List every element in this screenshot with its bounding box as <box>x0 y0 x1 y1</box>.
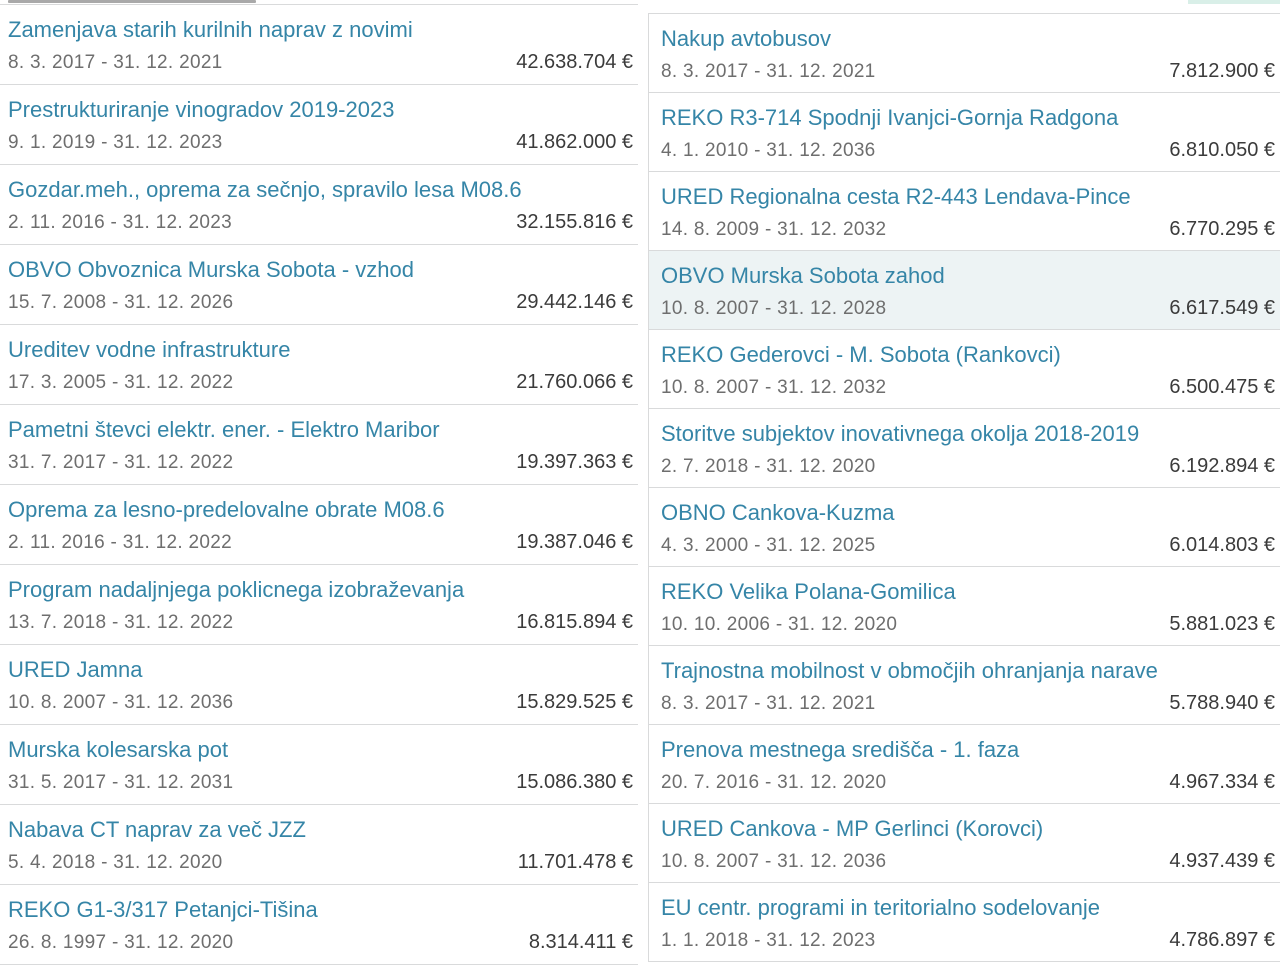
project-title-link[interactable]: Trajnostna mobilnost v območjih ohranjanja narave <box>661 658 1158 683</box>
project-amount: 6.617.549 € <box>1169 297 1275 319</box>
project-date-range: 2. 11. 2016 - 31. 12. 2022 <box>8 532 233 553</box>
project-list-column-right <box>648 0 1280 962</box>
project-date-range: 5. 4. 2018 - 31. 12. 2020 <box>8 852 223 873</box>
project-amount: 29.442.146 € <box>516 291 633 313</box>
project-amount: 19.397.363 € <box>516 451 633 473</box>
project-date-range: 1. 1. 2018 - 31. 12. 2023 <box>661 930 876 951</box>
project-row[interactable] <box>649 172 1280 251</box>
project-meta-line <box>8 611 634 634</box>
project-date-range: 26. 8. 1997 - 31. 12. 2020 <box>8 932 234 953</box>
project-title-link[interactable]: Program nadaljnjega poklicnega izobraževanja <box>8 577 465 602</box>
project-list-right <box>648 13 1280 962</box>
project-date-range: 8. 3. 2017 - 31. 12. 2021 <box>661 61 876 82</box>
project-title-link[interactable]: OBNO Cankova-Kuzma <box>661 500 895 525</box>
project-date-range: 10. 8. 2007 - 31. 12. 2036 <box>661 851 887 872</box>
project-title-link[interactable]: Storitve subjektov inovativnega okolja 2018-2019 <box>661 421 1140 446</box>
project-amount: 4.967.334 € <box>1169 771 1275 793</box>
project-row[interactable] <box>649 330 1280 409</box>
project-amount: 6.014.803 € <box>1169 534 1275 556</box>
project-row[interactable] <box>649 725 1280 804</box>
project-meta-line <box>661 60 1276 83</box>
project-meta-line <box>661 613 1276 636</box>
project-amount: 16.815.894 € <box>516 611 633 633</box>
project-row[interactable] <box>649 488 1280 567</box>
project-amount: 15.086.380 € <box>516 771 633 793</box>
project-meta-line <box>8 51 634 74</box>
project-meta-line <box>8 211 634 234</box>
project-title-link[interactable]: OBVO Obvoznica Murska Sobota - vzhod <box>8 257 414 282</box>
project-amount: 6.192.894 € <box>1169 455 1275 477</box>
project-date-range: 9. 1. 2019 - 31. 12. 2023 <box>8 132 223 153</box>
project-date-range: 8. 3. 2017 - 31. 12. 2021 <box>661 693 876 714</box>
project-title-link[interactable]: EU centr. programi in teritorialno sodelovanje <box>661 895 1101 920</box>
project-meta-line <box>661 218 1276 241</box>
project-date-range: 10. 8. 2007 - 31. 12. 2036 <box>8 692 234 713</box>
project-row[interactable] <box>649 646 1280 725</box>
project-title-link[interactable]: OBVO Murska Sobota zahod <box>661 263 945 288</box>
project-meta-line <box>8 691 634 714</box>
project-row[interactable] <box>0 165 638 245</box>
project-title-link[interactable]: Prenova mestnega središča - 1. faza <box>661 737 1020 762</box>
project-amount: 6.500.475 € <box>1169 376 1275 398</box>
project-amount: 19.387.046 € <box>516 531 633 553</box>
project-meta-line <box>8 931 634 954</box>
project-row[interactable] <box>649 883 1280 962</box>
project-meta-line <box>661 376 1276 399</box>
project-title-link[interactable]: Murska kolesarska pot <box>8 737 229 762</box>
project-date-range: 2. 11. 2016 - 31. 12. 2023 <box>8 212 233 233</box>
project-date-range: 4. 3. 2000 - 31. 12. 2025 <box>661 535 876 556</box>
project-date-range: 13. 7. 2018 - 31. 12. 2022 <box>8 612 234 633</box>
project-meta-line <box>8 131 634 154</box>
project-meta-line <box>8 851 634 874</box>
project-meta-line <box>661 692 1276 715</box>
project-amount: 4.937.439 € <box>1169 850 1275 872</box>
project-row[interactable] <box>0 885 638 965</box>
project-row[interactable] <box>649 251 1280 330</box>
project-list-left <box>0 4 638 965</box>
project-title-link[interactable]: URED Cankova - MP Gerlinci (Korovci) <box>661 816 1044 841</box>
project-date-range: 8. 3. 2017 - 31. 12. 2021 <box>8 52 223 73</box>
project-meta-line <box>661 139 1276 162</box>
project-row[interactable] <box>0 485 638 565</box>
project-row[interactable] <box>0 645 638 725</box>
project-row[interactable] <box>0 85 638 165</box>
project-date-range: 14. 8. 2009 - 31. 12. 2032 <box>661 219 887 240</box>
project-row[interactable] <box>649 567 1280 646</box>
project-title-link[interactable]: Oprema za lesno-predelovalne obrate M08.6 <box>8 497 445 522</box>
project-meta-line <box>661 850 1276 873</box>
project-meta-line <box>8 371 634 394</box>
project-row[interactable] <box>0 245 638 325</box>
project-date-range: 20. 7. 2016 - 31. 12. 2020 <box>661 772 887 793</box>
project-date-range: 10. 8. 2007 - 31. 12. 2028 <box>661 298 887 319</box>
project-meta-line <box>8 291 634 314</box>
project-row[interactable] <box>0 565 638 645</box>
project-title-link[interactable]: Nakup avtobusov <box>661 26 831 51</box>
project-row[interactable] <box>0 325 638 405</box>
project-amount: 5.881.023 € <box>1169 613 1275 635</box>
project-amount: 21.760.066 € <box>516 371 633 393</box>
project-meta-line <box>661 297 1276 320</box>
project-meta-line <box>8 771 634 794</box>
project-title-link[interactable]: REKO Gederovci - M. Sobota (Rankovci) <box>661 342 1061 367</box>
project-row[interactable] <box>0 805 638 885</box>
project-amount: 7.812.900 € <box>1169 60 1275 82</box>
project-meta-line <box>8 451 634 474</box>
project-amount: 41.862.000 € <box>516 131 633 153</box>
project-title-link[interactable]: REKO G1-3/317 Petanjci-Tišina <box>8 897 318 922</box>
project-title-link[interactable]: Prestrukturiranje vinogradov 2019-2023 <box>8 97 395 122</box>
project-row[interactable] <box>0 405 638 485</box>
project-date-range: 15. 7. 2008 - 31. 12. 2026 <box>8 292 234 313</box>
project-meta-line <box>661 534 1276 557</box>
project-date-range: 2. 7. 2018 - 31. 12. 2020 <box>661 456 876 477</box>
project-title-link[interactable]: REKO Velika Polana-Gomilica <box>661 579 956 604</box>
project-meta-line <box>8 531 634 554</box>
project-row[interactable] <box>0 725 638 805</box>
project-title-link[interactable]: Zamenjava starih kurilnih naprav z novimi <box>8 17 413 42</box>
project-title-link[interactable]: Pametni števci elektr. ener. - Elektro Maribor <box>8 417 440 442</box>
project-title-link[interactable]: Ureditev vodne infrastrukture <box>8 337 291 362</box>
project-amount: 11.701.478 € <box>517 851 633 873</box>
project-row[interactable] <box>649 14 1280 93</box>
project-title-link[interactable]: REKO R3-714 Spodnji Ivanjci-Gornja Radgona <box>661 105 1119 130</box>
project-date-range: 31. 7. 2017 - 31. 12. 2022 <box>8 452 234 473</box>
project-date-range: 10. 8. 2007 - 31. 12. 2032 <box>661 377 887 398</box>
project-meta-line <box>661 929 1276 952</box>
project-amount: 6.770.295 € <box>1169 218 1275 240</box>
project-meta-line <box>661 455 1276 478</box>
project-amount: 6.810.050 € <box>1169 139 1275 161</box>
project-meta-line <box>661 771 1276 794</box>
project-title-link[interactable]: URED Jamna <box>8 657 143 682</box>
project-date-range: 4. 1. 2010 - 31. 12. 2036 <box>661 140 876 161</box>
project-date-range: 10. 10. 2006 - 31. 12. 2020 <box>661 614 898 635</box>
project-amount: 42.638.704 € <box>516 51 633 73</box>
project-amount: 32.155.816 € <box>516 211 633 233</box>
project-title-link[interactable]: Gozdar.meh., oprema za sečnjo, spravilo lesa M08.6 <box>8 177 522 202</box>
project-title-link[interactable]: URED Regionalna cesta R2-443 Lendava-Pince <box>661 184 1131 209</box>
project-date-range: 17. 3. 2005 - 31. 12. 2022 <box>8 372 234 393</box>
project-row[interactable] <box>649 93 1280 172</box>
project-title-link[interactable]: Nabava CT naprav za več JZZ <box>8 817 306 842</box>
project-date-range: 31. 5. 2017 - 31. 12. 2031 <box>8 772 234 793</box>
project-row[interactable] <box>649 804 1280 883</box>
project-row[interactable] <box>0 5 638 85</box>
project-amount: 8.314.411 € <box>528 931 633 953</box>
project-list-column-left <box>0 0 638 965</box>
project-amount: 4.786.897 € <box>1169 929 1275 951</box>
project-amount: 5.788.940 € <box>1169 692 1275 714</box>
project-amount: 15.829.525 € <box>516 691 633 713</box>
project-row[interactable] <box>649 409 1280 488</box>
